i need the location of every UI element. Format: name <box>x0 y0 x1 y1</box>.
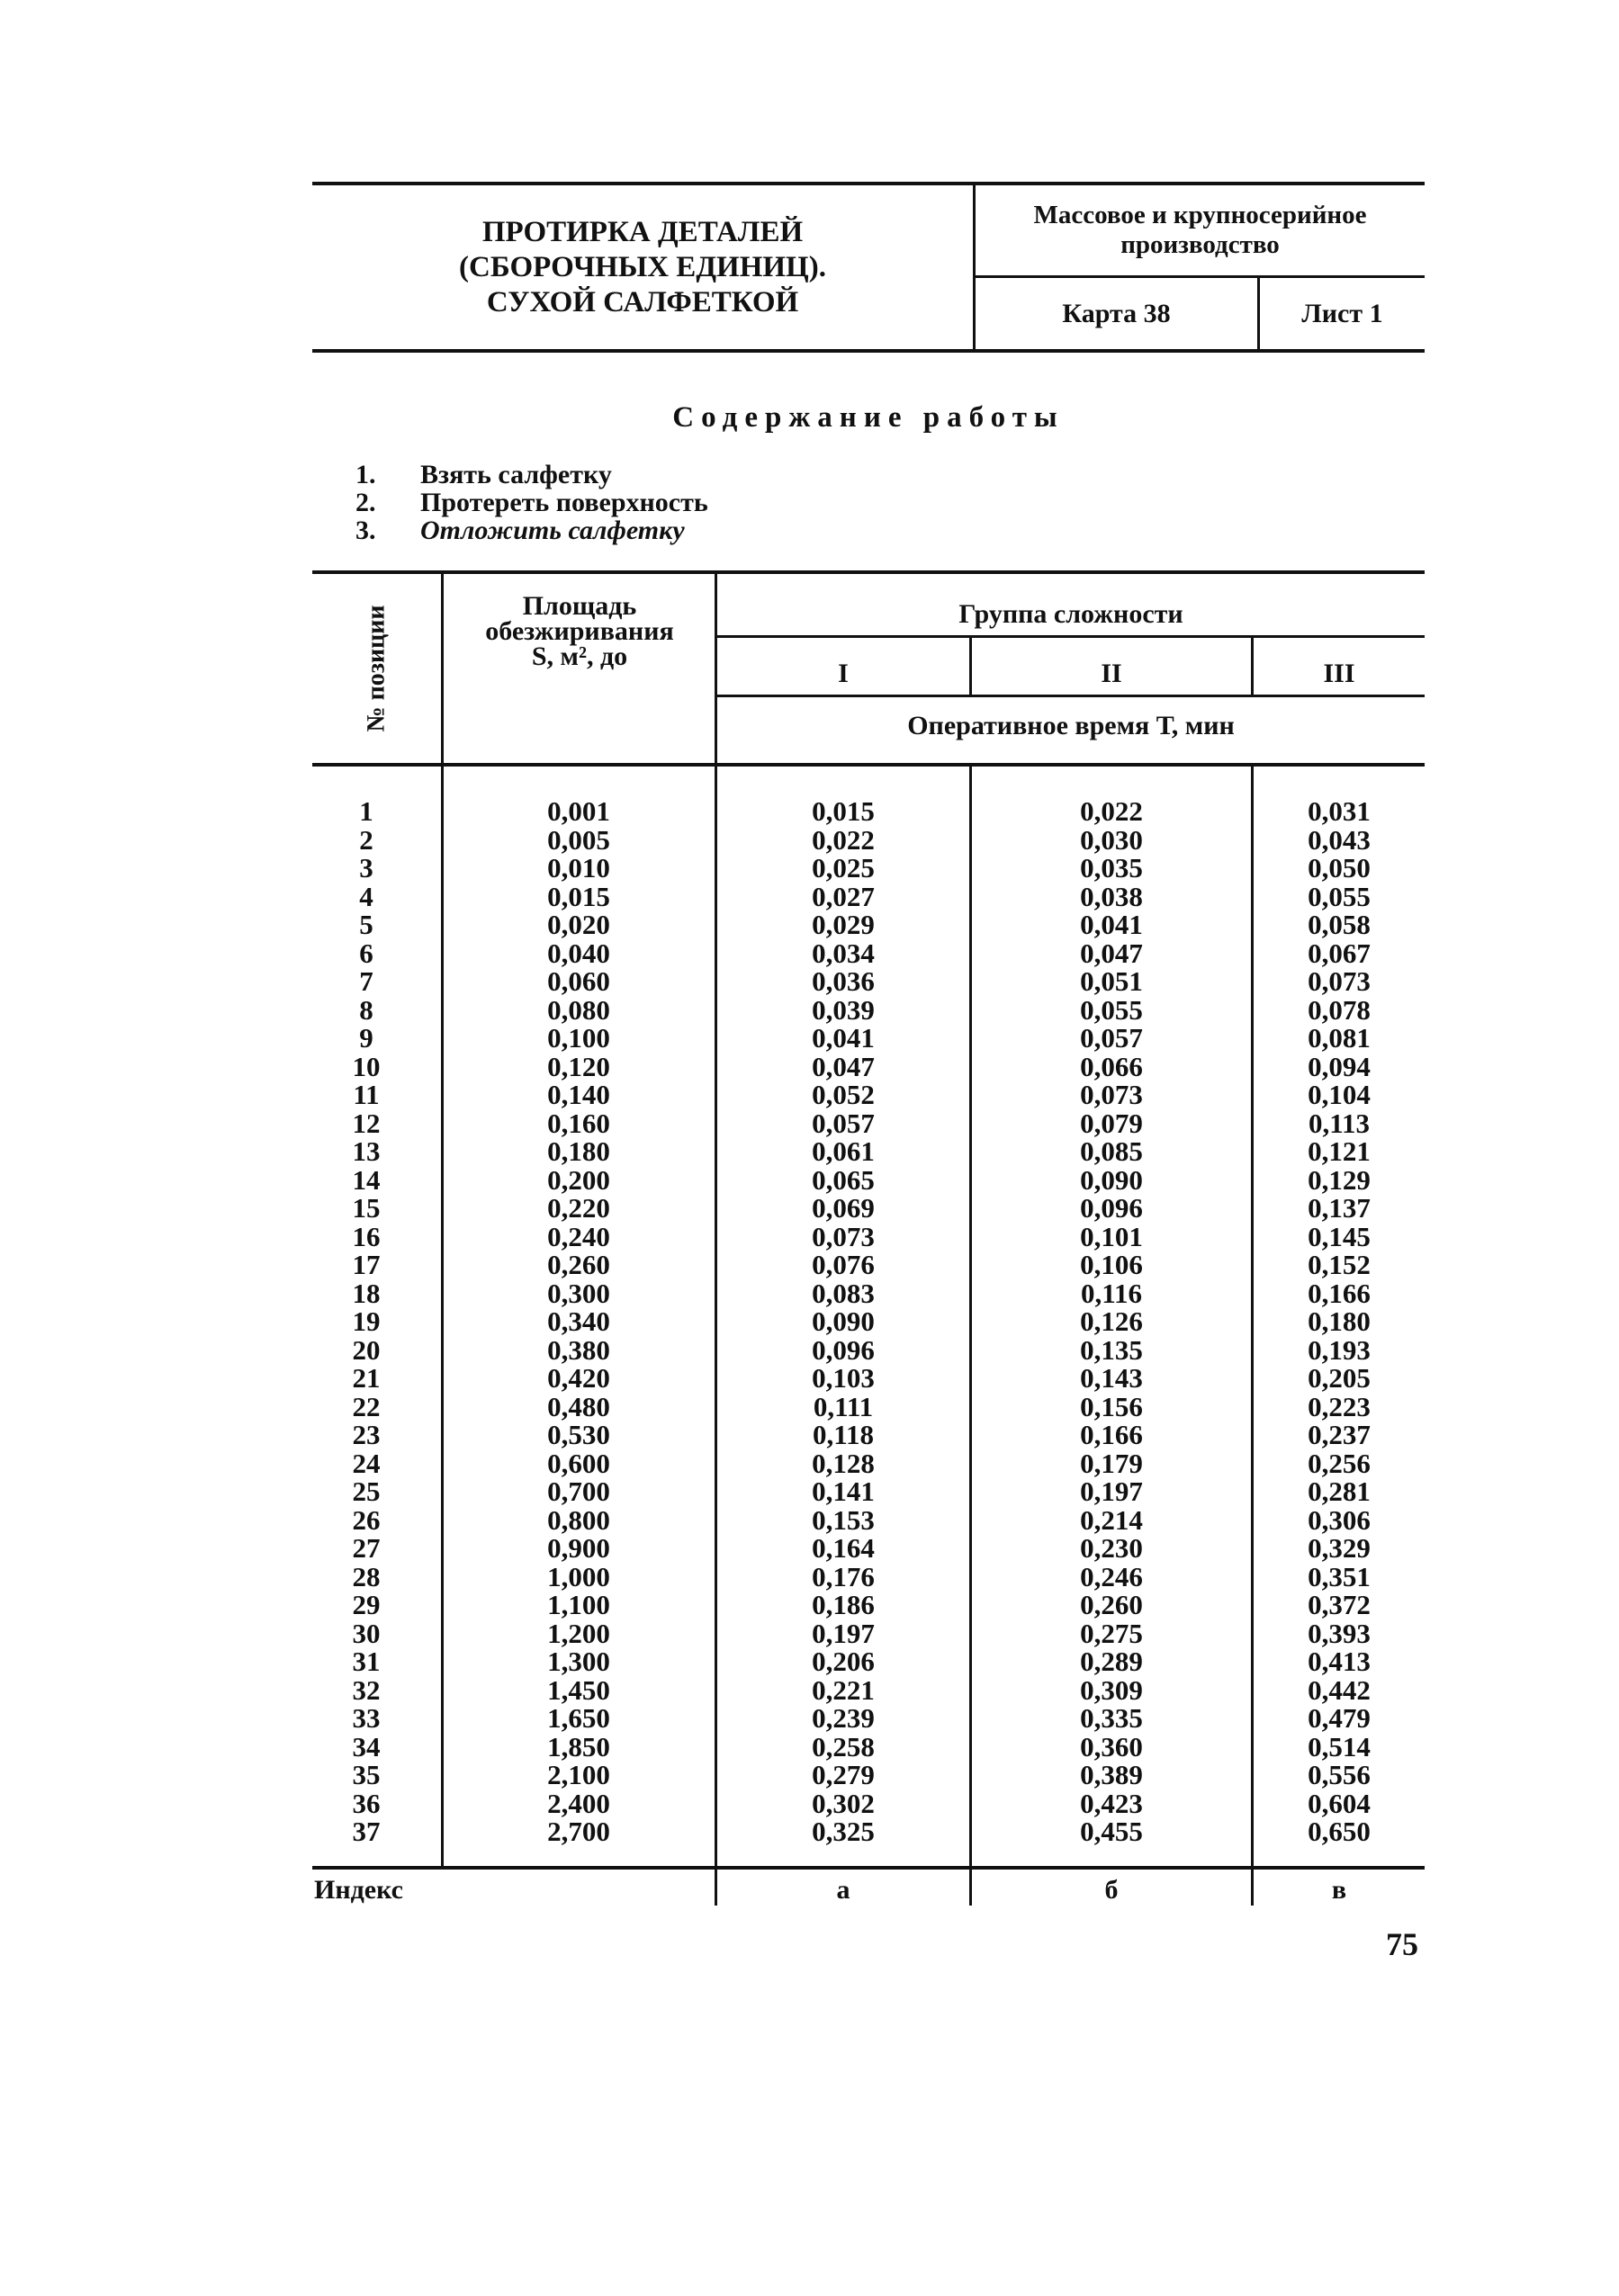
index-label: Индекс <box>314 1875 403 1905</box>
group-ii-cell: 0,246 <box>1080 1560 1143 1592</box>
area-cell: 0,120 <box>547 1050 610 1082</box>
group-ii-cell: 0,260 <box>1080 1589 1143 1620</box>
group-iii-cell: 0,413 <box>1308 1646 1371 1677</box>
group-i-cell: 0,221 <box>812 1673 875 1706</box>
area-cell: 0,380 <box>547 1333 610 1366</box>
group-iii-cell: 0,055 <box>1308 880 1371 912</box>
group-i-cell: 0,057 <box>812 1107 875 1139</box>
area-cell: 0,480 <box>547 1390 610 1422</box>
area-cell: 0,180 <box>547 1135 610 1167</box>
group-iii-cell: 0,393 <box>1308 1617 1371 1649</box>
norms-table <box>312 570 1425 1906</box>
group-i-cell: 0,239 <box>812 1702 875 1734</box>
group-ii-cell: 0,085 <box>1080 1135 1143 1167</box>
table-row <box>312 854 1425 883</box>
group-i-cell: 0,073 <box>812 1220 875 1252</box>
group-ii-cell: 0,135 <box>1080 1333 1143 1366</box>
area-cell: 0,200 <box>547 1163 610 1196</box>
position-cell: 36 <box>352 1787 381 1819</box>
table-row <box>312 939 1425 968</box>
position-cell: 2 <box>359 823 373 856</box>
group-iii-cell: 0,479 <box>1308 1702 1371 1734</box>
position-cell: 33 <box>352 1702 381 1734</box>
table-row <box>312 1364 1425 1393</box>
index-row <box>312 1871 1425 1906</box>
group-iii-cell: 0,329 <box>1308 1532 1371 1564</box>
table-row <box>312 993 1425 1026</box>
position-cell: 31 <box>352 1646 381 1677</box>
index-value: а <box>836 1875 850 1905</box>
group-iii-cell: 0,050 <box>1308 852 1371 883</box>
group-ii-cell: 0,051 <box>1080 965 1143 997</box>
area-cell: 0,080 <box>547 993 610 1026</box>
position-cell: 25 <box>352 1475 381 1507</box>
table-row <box>312 1109 1425 1138</box>
group-iii-cell: 0,067 <box>1308 937 1371 969</box>
group-i-cell: 0,069 <box>812 1192 875 1224</box>
group-i-cell: 0,325 <box>812 1816 875 1847</box>
position-cell: 1 <box>359 795 373 827</box>
position-cell: 5 <box>359 909 373 940</box>
group-i-cell: 0,025 <box>812 852 875 883</box>
group-ii-cell: 0,038 <box>1080 880 1143 912</box>
operative-time-header: Оперативное время Т, мин <box>907 711 1235 740</box>
position-cell: 30 <box>352 1617 381 1649</box>
table-row <box>312 1194 1425 1223</box>
group-ii-cell: 0,156 <box>1080 1390 1143 1422</box>
area-cell: 0,300 <box>547 1277 610 1309</box>
group-iii-cell: 0,104 <box>1308 1079 1371 1110</box>
body-bottom-rule <box>312 1866 1425 1870</box>
group-i-cell: 0,141 <box>812 1475 875 1507</box>
group-i-cell: 0,022 <box>812 823 875 856</box>
area-cell: 1,650 <box>547 1702 610 1734</box>
group-iii-cell: 0,237 <box>1308 1419 1371 1450</box>
group-iii-cell: 0,223 <box>1308 1390 1371 1422</box>
area-cell: 1,100 <box>547 1589 610 1620</box>
table-row <box>312 1421 1425 1449</box>
group-ii-cell: 0,055 <box>1080 993 1143 1026</box>
group-ii-cell: 0,389 <box>1080 1759 1143 1790</box>
area-cell: 1,850 <box>547 1730 610 1762</box>
group-ii-header: II <box>1101 659 1122 688</box>
sheet-number: Лист 1 <box>1301 298 1383 328</box>
group-i-cell: 0,029 <box>812 909 875 940</box>
area-cell: 0,015 <box>547 880 610 912</box>
group-ii-cell: 0,360 <box>1080 1730 1143 1762</box>
step-number: 3. <box>355 516 376 545</box>
group-i-cell: 0,027 <box>812 880 875 912</box>
table-row <box>312 1390 1425 1422</box>
area-cell: 0,100 <box>547 1022 610 1054</box>
table-row <box>312 1673 1425 1706</box>
group-ii-cell: 0,116 <box>1080 1277 1143 1309</box>
table-row <box>312 1477 1425 1506</box>
position-cell: 22 <box>352 1390 381 1422</box>
table-row <box>312 1279 1425 1308</box>
group-ii-cell: 0,101 <box>1080 1220 1143 1252</box>
group-i-cell: 0,186 <box>812 1589 875 1620</box>
table-row <box>312 1137 1425 1166</box>
step-item <box>355 516 708 544</box>
group-iii-cell: 0,073 <box>1308 965 1371 997</box>
group-i-cell: 0,041 <box>812 1022 875 1054</box>
group-iii-cell: 0,514 <box>1308 1730 1371 1762</box>
group-i-cell: 0,076 <box>812 1249 875 1280</box>
area-cell: 0,260 <box>547 1249 610 1280</box>
table-row <box>312 1817 1425 1846</box>
area-cell: 0,220 <box>547 1192 610 1224</box>
area-cell: 0,530 <box>547 1419 610 1450</box>
area-cell: 1,200 <box>547 1617 610 1649</box>
group-i-cell: 0,103 <box>812 1362 875 1394</box>
group-ii-cell: 0,289 <box>1080 1646 1143 1677</box>
position-cell: 12 <box>352 1107 381 1139</box>
group-i-cell: 0,206 <box>812 1646 875 1677</box>
area-cell: 1,300 <box>547 1646 610 1677</box>
group-ii-cell: 0,179 <box>1080 1447 1143 1479</box>
position-cell: 19 <box>352 1305 381 1337</box>
area-cell: 2,100 <box>547 1759 610 1790</box>
group-ii-cell: 0,197 <box>1080 1475 1143 1507</box>
area-cell: 0,600 <box>547 1447 610 1479</box>
position-cell: 28 <box>352 1560 381 1592</box>
area-cell: 0,040 <box>547 937 610 969</box>
step-number: 2. <box>355 488 376 517</box>
group-iii-cell: 0,604 <box>1308 1787 1371 1819</box>
table-row <box>312 1251 1425 1279</box>
group-i-cell: 0,061 <box>812 1135 875 1167</box>
table-row <box>312 1591 1425 1619</box>
table-row <box>312 1081 1425 1109</box>
group-iii-cell: 0,081 <box>1308 1022 1371 1054</box>
table-row <box>312 1730 1425 1762</box>
group-iii-cell: 0,205 <box>1308 1362 1371 1394</box>
table-row <box>312 1761 1425 1789</box>
group-i-cell: 0,111 <box>813 1390 874 1422</box>
group-iii-cell: 0,372 <box>1308 1589 1371 1620</box>
table-row <box>312 797 1425 826</box>
area-cell: 0,340 <box>547 1305 610 1337</box>
position-header: № позиции <box>362 605 391 732</box>
group-ii-cell: 0,166 <box>1080 1419 1143 1450</box>
step-item <box>355 461 708 489</box>
group-i-cell: 0,096 <box>812 1333 875 1366</box>
group-i-cell: 0,090 <box>812 1305 875 1337</box>
table-row <box>312 1503 1425 1536</box>
position-cell: 23 <box>352 1419 381 1450</box>
position-cell: 21 <box>352 1362 381 1394</box>
position-cell: 11 <box>353 1079 380 1110</box>
card-title-line: ПРОТИРКА ДЕТАЛЕЙ <box>481 215 804 248</box>
group-ii-cell: 0,073 <box>1080 1079 1143 1110</box>
work-steps <box>355 461 708 544</box>
group-ii-cell: 0,309 <box>1080 1673 1143 1706</box>
step-text: Протереть поверхность <box>420 488 708 517</box>
position-cell: 17 <box>352 1249 381 1280</box>
area-cell: 0,160 <box>547 1107 610 1139</box>
group-iii-cell: 0,043 <box>1308 823 1371 856</box>
position-cell: 8 <box>359 993 373 1026</box>
group-i-cell: 0,118 <box>812 1419 875 1450</box>
table-row <box>312 1619 1425 1648</box>
group-iii-cell: 0,351 <box>1308 1560 1371 1592</box>
position-cell: 13 <box>352 1135 381 1167</box>
group-i-cell: 0,302 <box>812 1787 875 1819</box>
area-cell: 0,700 <box>547 1475 610 1507</box>
group-ii-cell: 0,035 <box>1080 852 1143 883</box>
group-i-header: I <box>838 659 849 688</box>
card-number: Карта 38 <box>976 278 1260 349</box>
position-cell: 29 <box>352 1589 381 1620</box>
group-i-cell: 0,047 <box>812 1050 875 1082</box>
content-title: Содержание работы <box>672 401 1065 434</box>
table-row <box>312 1050 1425 1082</box>
group-iii-cell: 0,180 <box>1308 1305 1371 1337</box>
group-ii-cell: 0,423 <box>1080 1787 1143 1819</box>
position-cell: 16 <box>352 1220 381 1252</box>
group-iii-header: III <box>1323 659 1355 688</box>
group-iii-cell: 0,145 <box>1308 1220 1371 1252</box>
table-row <box>312 967 1425 996</box>
group-ii-cell: 0,057 <box>1080 1022 1143 1054</box>
table-row <box>312 1534 1425 1563</box>
group-ii-cell: 0,230 <box>1080 1532 1143 1564</box>
group-iii-cell: 0,556 <box>1308 1759 1371 1790</box>
group-ii-cell: 0,143 <box>1080 1362 1143 1394</box>
index-value: в <box>1331 1875 1347 1905</box>
area-cell: 1,450 <box>547 1673 610 1706</box>
table-row <box>312 1163 1425 1196</box>
group-header-rule <box>717 635 1425 638</box>
step-number: 1. <box>355 460 376 489</box>
production-type <box>976 185 1425 278</box>
group-iii-cell: 0,650 <box>1308 1816 1371 1847</box>
area-cell: 0,420 <box>547 1362 610 1394</box>
position-cell: 10 <box>352 1050 381 1082</box>
table-row <box>312 1449 1425 1478</box>
position-cell: 37 <box>352 1816 381 1847</box>
group-ii-cell: 0,047 <box>1080 937 1143 969</box>
table-row <box>312 1704 1425 1733</box>
group-i-cell: 0,128 <box>812 1447 875 1479</box>
area-cell: 2,700 <box>547 1816 610 1847</box>
group-ii-cell: 0,096 <box>1080 1192 1143 1224</box>
group-iii-cell: 0,306 <box>1308 1503 1371 1536</box>
group-ii-cell: 0,041 <box>1080 909 1143 940</box>
position-cell: 15 <box>352 1192 381 1224</box>
group-iii-cell: 0,256 <box>1308 1447 1371 1479</box>
group-ii-cell: 0,275 <box>1080 1617 1143 1649</box>
group-iii-cell: 0,193 <box>1308 1333 1371 1366</box>
table-row <box>312 1220 1425 1252</box>
production-line: производство <box>1120 230 1280 259</box>
group-i-cell: 0,039 <box>812 993 875 1026</box>
group-i-cell: 0,279 <box>812 1759 875 1790</box>
table-row <box>312 880 1425 912</box>
group-i-cell: 0,065 <box>812 1163 875 1196</box>
table-row <box>312 1024 1425 1053</box>
table-row <box>312 1560 1425 1592</box>
position-cell: 7 <box>359 965 373 997</box>
position-cell: 20 <box>352 1333 381 1366</box>
table-row <box>312 1789 1425 1818</box>
position-cell: 3 <box>359 852 373 883</box>
group-ii-cell: 0,022 <box>1080 795 1143 827</box>
area-cell: 0,010 <box>547 852 610 883</box>
group-i-cell: 0,034 <box>812 937 875 969</box>
step-text: Отложить салфетку <box>420 516 685 545</box>
card-title-line: СУХОЙ САЛФЕТКОЙ <box>486 285 799 318</box>
area-cell: 0,140 <box>547 1079 610 1110</box>
group-ii-cell: 0,335 <box>1080 1702 1143 1734</box>
group-i-cell: 0,083 <box>812 1277 875 1309</box>
page-number: 75 <box>1386 1926 1418 1962</box>
group-ii-cell: 0,126 <box>1080 1305 1143 1337</box>
area-cell: 0,001 <box>547 795 610 827</box>
group-iii-cell: 0,152 <box>1308 1249 1371 1280</box>
group-i-cell: 0,197 <box>812 1617 875 1649</box>
area-cell: 2,400 <box>547 1787 610 1819</box>
area-header: Площадь обезжиривания S, м², до <box>485 591 674 671</box>
production-line: Массовое и крупносерийное <box>1033 201 1367 229</box>
header-bottom-rule <box>312 763 1425 767</box>
position-cell: 6 <box>359 937 373 969</box>
group-i-cell: 0,176 <box>812 1560 875 1592</box>
group-iii-cell: 0,078 <box>1308 993 1371 1026</box>
group-i-cell: 0,015 <box>812 795 875 827</box>
group-i-cell: 0,258 <box>812 1730 875 1762</box>
position-cell: 4 <box>359 880 373 912</box>
group-iii-cell: 0,094 <box>1308 1050 1371 1082</box>
group-ii-cell: 0,066 <box>1080 1050 1143 1082</box>
position-cell: 14 <box>352 1163 381 1196</box>
group-i-cell: 0,153 <box>812 1503 875 1536</box>
group-iii-cell: 0,121 <box>1308 1135 1371 1167</box>
area-cell: 0,240 <box>547 1220 610 1252</box>
card-title-line: (СБОРОЧНЫХ ЕДИНИЦ). <box>459 250 826 283</box>
group-iii-cell: 0,281 <box>1308 1475 1371 1507</box>
position-cell: 34 <box>352 1730 381 1762</box>
group-ii-cell: 0,030 <box>1080 823 1143 856</box>
table-row <box>312 823 1425 856</box>
area-cell: 1,000 <box>547 1560 610 1592</box>
group-iii-cell: 0,166 <box>1308 1277 1371 1309</box>
group-ii-cell: 0,455 <box>1080 1816 1143 1847</box>
group-iii-cell: 0,137 <box>1308 1192 1371 1224</box>
position-cell: 9 <box>359 1022 373 1054</box>
table-top-rule <box>312 570 1425 574</box>
area-cell: 0,005 <box>547 823 610 856</box>
area-cell: 0,060 <box>547 965 610 997</box>
group-ii-cell: 0,090 <box>1080 1163 1143 1196</box>
table-row <box>312 1307 1425 1336</box>
card-title <box>312 185 973 349</box>
group-iii-cell: 0,058 <box>1308 909 1371 940</box>
step-text: Взять салфетку <box>420 460 612 489</box>
group-i-cell: 0,164 <box>812 1532 875 1564</box>
position-cell: 35 <box>352 1759 381 1790</box>
group-numbers-rule <box>717 695 1425 697</box>
area-cell: 0,900 <box>547 1532 610 1564</box>
group-iii-cell: 0,129 <box>1308 1163 1371 1196</box>
position-cell: 26 <box>352 1503 381 1536</box>
group-ii-cell: 0,079 <box>1080 1107 1143 1139</box>
complexity-group-header: Группа сложности <box>958 599 1183 629</box>
group-iii-cell: 0,442 <box>1308 1673 1371 1706</box>
area-cell: 0,020 <box>547 909 610 940</box>
position-cell: 32 <box>352 1673 381 1706</box>
group-iii-cell: 0,113 <box>1308 1107 1371 1139</box>
table-row <box>312 910 1425 939</box>
index-value: б <box>1104 1875 1119 1905</box>
group-ii-cell: 0,106 <box>1080 1249 1143 1280</box>
area-cell: 0,800 <box>547 1503 610 1536</box>
group-iii-cell: 0,031 <box>1308 795 1371 827</box>
position-cell: 18 <box>352 1277 381 1309</box>
table-row <box>312 1333 1425 1366</box>
table-row <box>312 1647 1425 1676</box>
group-i-cell: 0,052 <box>812 1079 875 1110</box>
card-header <box>312 182 1425 353</box>
step-item <box>355 489 708 516</box>
group-ii-cell: 0,214 <box>1080 1503 1143 1536</box>
group-i-cell: 0,036 <box>812 965 875 997</box>
position-cell: 27 <box>352 1532 381 1564</box>
position-cell: 24 <box>352 1447 381 1479</box>
